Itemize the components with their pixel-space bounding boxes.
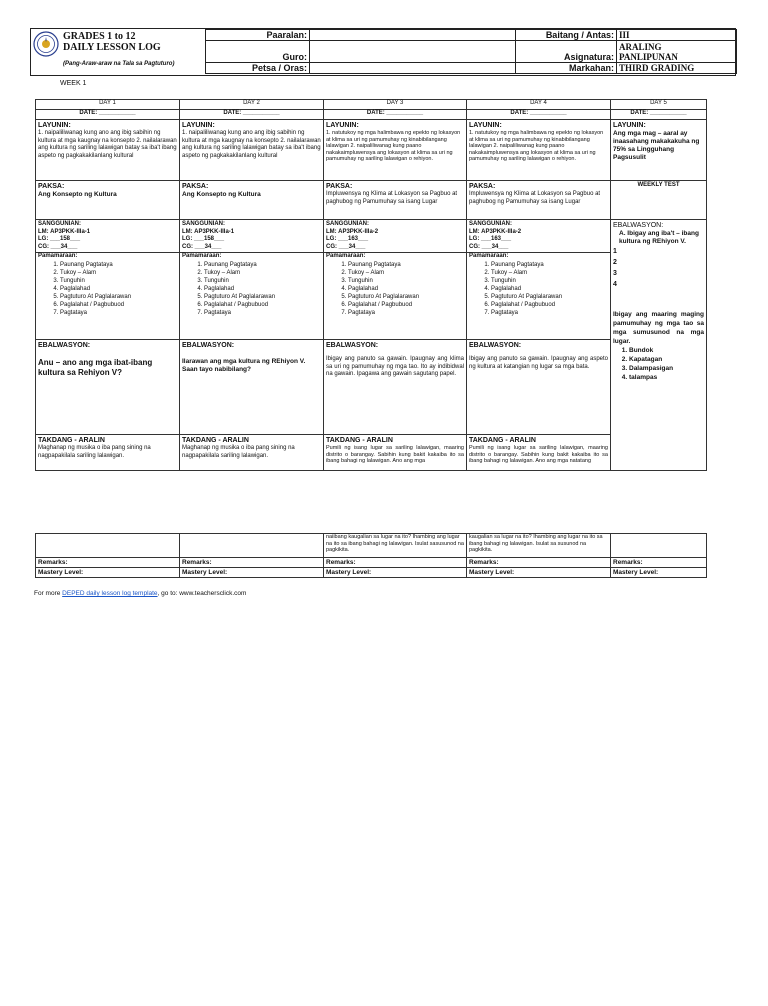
paksa-text: Ang Konsepto ng Kultura [38, 191, 117, 198]
layunin-text: Ang mga mag – aaral ay inaasahang makakakuha ng 75% sa Lingguhang Pagsusulit [613, 130, 700, 161]
remarks-field-3[interactable]: Remarks: [324, 558, 467, 568]
takdang-label: TAKDANG - ARALIN [326, 437, 393, 444]
step-item: 5. Pagtuturo At Paglalarawan [348, 293, 464, 301]
step-item: 1. Paunang Pagtataya [204, 261, 321, 269]
footer-note [34, 590, 246, 597]
footer-prefix: For more [34, 590, 63, 597]
place-item: 2. Kapatagan [629, 355, 704, 364]
lg-ref: LG: ___158___ [182, 236, 225, 242]
date-field-5[interactable]: DATE: ___________ [611, 110, 707, 120]
step-item: 6. Paglalahat / Pagbubuod [491, 301, 608, 309]
step-item: 1. Paunang Pagtataya [348, 261, 464, 269]
day-header-4: DAY 4 [467, 100, 611, 110]
ebalwasyon-cell-1 [36, 340, 180, 435]
day5-instruction: A. Ibigay ang iba't – ibang kultura ng REhiyon V. [619, 230, 699, 245]
ebalwasyon-label: EBALWASYON: [469, 342, 522, 349]
lesson-log-table [35, 99, 707, 471]
sanggunian-label: SANGGUNIAN: [38, 221, 81, 227]
answer-line-4: 4 [613, 281, 617, 288]
lg-ref: LG: ___163___ [469, 236, 512, 242]
cg-ref: CG: ___34___ [326, 243, 366, 250]
layunin-label: LAYUNIN: [469, 122, 502, 129]
takdang-label: TAKDANG - ARALIN [182, 437, 249, 444]
paksa-text: Ang Konsepto ng Kultura [182, 191, 261, 198]
step-item: 6. Paglalahat / Pagbubuod [204, 301, 321, 309]
layunin-text: 1. naipaliliwanag kung ano ang ibig sabihin ng kultura at mga kaugnay na konsepto 2. nailalarawan ang kultura ng sariling lalawigan batay sa iba't ibang aspeto ng pagkakakilanlang kultural [38, 130, 177, 159]
title-line-1: GRADES 1 to 12 [63, 31, 136, 42]
ebalwasyon-label: EBALWASYON: [326, 342, 379, 349]
step-item: 2. Tukoy – Alam [60, 269, 177, 277]
day-header-3: DAY 3 [324, 100, 467, 110]
step-item: 5. Pagtuturo At Paglalarawan [60, 293, 177, 301]
spacer [613, 290, 704, 310]
answer-line-3: 3 [613, 270, 617, 277]
pamamaraan-label: Pamamaraan: [180, 252, 323, 261]
step-item: 4. Paglalahad [204, 285, 321, 293]
guro-label: Guro: [206, 41, 310, 63]
petsa-label: Petsa / Oras: [206, 63, 310, 74]
lm-ref: LM: AP3PKK-IIIa-2 [326, 228, 379, 235]
lm-ref: LM: AP3PKK-IIIa-1 [182, 228, 235, 235]
guro-value[interactable] [310, 41, 516, 63]
sanggunian-label: SANGGUNIAN: [182, 221, 225, 227]
pamamaraan-list [182, 261, 321, 317]
day-header-1: DAY 1 [36, 100, 180, 110]
pamamaraan-list [469, 261, 608, 317]
step-item: 3. Tunguhin [204, 277, 321, 285]
step-item: 6. Paglalahat / Pagbubuod [60, 301, 177, 309]
markahan-label: Markahan: [516, 63, 617, 74]
header [30, 28, 736, 76]
lg-ref: LG: ___158___ [38, 236, 81, 242]
paksa-text: Impluwensya ng Klima at Lokasyon sa Pagbuo at paghubog ng Pamumuhay sa isang Lugar [326, 191, 458, 205]
step-item: 4. Paglalahad [60, 285, 177, 293]
answer-line-2: 2 [613, 259, 617, 266]
header-subtitle: (Pang-Araw-araw na Tala sa Pagtuturo) [63, 61, 175, 67]
step-item: 4. Paglalahad [491, 285, 608, 293]
step-item: 7. Pagtataya [491, 309, 608, 317]
cg-ref: CG: ___34___ [469, 243, 509, 250]
layunin-text: 1. natutukoy ng mga halimbawa ng epekto ng lokasyon at klima sa uri ng pamumuhay ng kinabibilangang lalawigan 2. naipaliliwanag kung paano nakakaimpluwensya ang lokasyon at klima sa uri ng pamumuhay ng sariling lalawigan o rehiyon. [469, 130, 604, 162]
ebalwasyon-label: EBALWASYON: [613, 222, 664, 229]
paksa-label: PAKSA: [326, 183, 353, 190]
markahan-value[interactable]: THIRD GRADING [617, 63, 737, 74]
step-item: 1. Paunang Pagtataya [60, 261, 177, 269]
takdang-label: TAKDANG - ARALIN [469, 437, 536, 444]
paksa-text: Impluwensya ng Klima at Lokasyon sa Pagbuo at paghubog ng Pamumuhay sa isang Lugar [469, 191, 601, 205]
cont-cell-5 [611, 534, 707, 558]
paksa-label: PAKSA: [38, 183, 65, 190]
date-field-1[interactable]: DATE: ___________ [36, 110, 180, 120]
mastery-field-3[interactable]: Mastery Level: [324, 568, 467, 578]
asignatura-line-1: ARALING [619, 41, 662, 52]
sanggunian-cell-3 [324, 220, 467, 340]
step-item: 5. Pagtuturo At Paglalarawan [204, 293, 321, 301]
date-field-3[interactable]: DATE: ___________ [324, 110, 467, 120]
asignatura-value[interactable] [617, 41, 737, 63]
cg-ref: CG: ___34___ [38, 243, 78, 250]
layunin-cell-3 [324, 120, 467, 181]
asignatura-line-2: PANLIPUNAN [619, 51, 678, 62]
pamamaraan-label: Pamamaraan: [467, 252, 610, 261]
place-item: 4. talampas [629, 373, 704, 382]
paksa-cell-1 [36, 181, 180, 220]
remarks-field-1[interactable]: Remarks: [36, 558, 180, 568]
pamamaraan-list [38, 261, 177, 317]
step-item: 6. Paglalahat / Pagbubuod [348, 301, 464, 309]
layunin-label: LAYUNIN: [182, 122, 215, 129]
week-label: WEEK 1 [60, 80, 87, 87]
asignatura-label: Asignatura: [516, 41, 617, 63]
footer-suffix: , go to: www.teachersclick.com [157, 590, 247, 597]
takdang-label: TAKDANG - ARALIN [38, 437, 105, 444]
ebalwasyon-label: EBALWASYON: [182, 342, 235, 349]
lm-ref: LM: AP3PKK-IIIa-2 [469, 228, 522, 235]
sanggunian-cell-4 [467, 220, 611, 340]
step-item: 7. Pagtataya [204, 309, 321, 317]
paaralan-label: Paaralan: [206, 30, 310, 41]
cont-cell-2 [180, 534, 324, 558]
header-info-table [205, 29, 737, 74]
layunin-cell-4 [467, 120, 611, 181]
step-item: 7. Pagtataya [348, 309, 464, 317]
layunin-label: LAYUNIN: [38, 122, 71, 129]
step-item: 5. Pagtuturo At Paglalarawan [491, 293, 608, 301]
layunin-text: 1. naipaliliwanag kung ano ang ibig sabihin ng kultura at mga kaugnay na konsepto 2. nailalarawan ang kultura ng sariling lalawigan batay sa iba't ibang aspeto ng pagkakakilanlang kultural [182, 130, 321, 159]
takdang-text: Maghanap ng musika o iba pang sining na nagpapakilala sariling lalawigan. [182, 445, 295, 459]
step-item: 3. Tunguhin [348, 277, 464, 285]
paksa-label: PAKSA: [182, 183, 209, 190]
cont-cell-1 [36, 534, 180, 558]
step-item: 3. Tunguhin [60, 277, 177, 285]
takdang-cell-1 [36, 435, 180, 471]
date-field-4[interactable]: DATE: ___________ [467, 110, 611, 120]
baitang-value[interactable]: III [617, 30, 737, 41]
pamamaraan-label: Pamamaraan: [36, 252, 179, 261]
layunin-text: 1. natutukoy ng mga halimbawa ng epekto ng lokasyon at klima sa uri ng pamumuhay ng kinabibilangang lalawigan 2. naipaliliwanag kung paano nakakaimpluwensya ang lokasyon at klima sa uri ng pamumuhay ng sariling lalawigan o rehiyon. [326, 130, 461, 162]
step-item: 7. Pagtataya [60, 309, 177, 317]
paaralan-value[interactable] [310, 30, 516, 41]
remarks-field-5[interactable]: Remarks: [611, 558, 707, 568]
remarks-field-2[interactable]: Remarks: [180, 558, 324, 568]
step-item: 2. Tukoy – Alam [348, 269, 464, 277]
sanggunian-cell-1 [36, 220, 180, 340]
header-title [63, 31, 161, 53]
date-field-2[interactable]: DATE: ___________ [180, 110, 324, 120]
mastery-field-1[interactable]: Mastery Level: [36, 568, 180, 578]
takdang-text: Maghanap ng musika o iba pang sining na nagpapakilala sariling lalawigan. [38, 445, 151, 459]
cont-cell-3: naiibang kaugalian sa lugar na ito? Ihambing ang lugar na ito sa ibang bahagi ng lalawigan. Isulat sasusunod na pagkikita. [324, 534, 467, 558]
layunin-cell-5 [611, 120, 707, 181]
baitang-label: Baitang / Antas: [516, 30, 617, 41]
cont-cell-4: kaugalian sa lugar na ito? Ihambing ang lugar na ito sa ibang bahagi ng lalawigan. Isulat sa susunod na pagkikita. [467, 534, 611, 558]
step-item: 4. Paglalahad [348, 285, 464, 293]
ebalwasyon-label: EBALWASYON: [38, 342, 91, 349]
day5-evaluation-cell [611, 220, 707, 471]
day-header-2: DAY 2 [180, 100, 324, 110]
ebalwasyon-text: Ilarawan ang mga kultura ng REhiyon V. Saan tayo nabibilang? [182, 358, 306, 373]
takdang-cell-2 [180, 435, 324, 471]
layunin-label: LAYUNIN: [613, 122, 646, 129]
step-item: 1. Paunang Pagtataya [491, 261, 608, 269]
pamamaraan-list [326, 261, 464, 317]
layunin-cell-2 [180, 120, 324, 181]
place-item: 1. Bundok [629, 346, 704, 355]
sanggunian-cell-2 [180, 220, 324, 340]
sanggunian-label: SANGGUNIAN: [326, 221, 369, 227]
continuation-table [35, 533, 707, 578]
takdang-text: Pumili ng isang lugar sa sariling lalawigan, maaring distrito o barangay. Sabihin kung bakit kakaiba ito sa ibang bahagi ng lalawigan. Ano ang mga [326, 445, 464, 464]
ebalwasyon-cell-2 [180, 340, 324, 435]
takdang-text: Pumili ng isang lugar sa sariling lalawigan, maaring distrito o barangay. Sabihin kung bakit kakaiba ito sa ibang bahagi ng lalawigan. Ano ang mga natatang [469, 445, 608, 464]
ebalwasyon-text: Ibigay ang panuto sa gawain. Ipaugnay ang aspeto ng kultura at katangian ng lugar sa mga bata. [469, 356, 608, 370]
paksa-cell-2 [180, 181, 324, 220]
weekly-test-title: WEEKLY TEST [611, 181, 707, 220]
place-item: 3. Dalampasigan [629, 364, 704, 373]
paksa-label: PAKSA: [469, 183, 496, 190]
day5-items [613, 346, 704, 382]
ebalwasyon-cell-4 [467, 340, 611, 435]
lg-ref: LG: ___163___ [326, 236, 369, 242]
paksa-cell-3 [324, 181, 467, 220]
mastery-field-4[interactable]: Mastery Level: [467, 568, 611, 578]
mastery-field-5[interactable]: Mastery Level: [611, 568, 707, 578]
takdang-cell-4 [467, 435, 611, 471]
answer-line-1: 1 [613, 248, 617, 255]
ebalwasyon-text: Anu – ano ang mga ibat-ibang kultura sa Rehiyon V? [38, 358, 153, 377]
lm-ref: LM: AP3PKK-IIIa-1 [38, 228, 91, 235]
day5-question: Ibigay ang maaring maging pamumuhay ng mga tao sa mga sumusunod na mga lugar. [613, 311, 704, 345]
day-header-5: DAY 5 [611, 100, 707, 110]
template-link[interactable]: DEPED daily lesson log template [62, 590, 158, 597]
step-item: 3. Tunguhin [491, 277, 608, 285]
mastery-field-2[interactable]: Mastery Level: [180, 568, 324, 578]
title-line-2: DAILY LESSON LOG [63, 42, 161, 53]
pamamaraan-label: Pamamaraan: [324, 252, 466, 261]
remarks-field-4[interactable]: Remarks: [467, 558, 611, 568]
layunin-cell-1 [36, 120, 180, 181]
ebalwasyon-cell-3 [324, 340, 467, 435]
paksa-cell-4 [467, 181, 611, 220]
step-item: 2. Tukoy – Alam [204, 269, 321, 277]
deped-seal-icon [33, 31, 59, 57]
petsa-value[interactable] [310, 63, 516, 74]
takdang-cell-3 [324, 435, 467, 471]
sanggunian-label: SANGGUNIAN: [469, 221, 512, 227]
ebalwasyon-text: Ibigay ang panuto sa gawain. Ipaugnay ang klima sa uri ng pamumuhay ng mga tao. Ito ay indibidwal na gawain. Ipagawa ang gawain sagutang papel. [326, 356, 464, 377]
layunin-label: LAYUNIN: [326, 122, 359, 129]
step-item: 2. Tukoy – Alam [491, 269, 608, 277]
cg-ref: CG: ___34___ [182, 243, 222, 250]
